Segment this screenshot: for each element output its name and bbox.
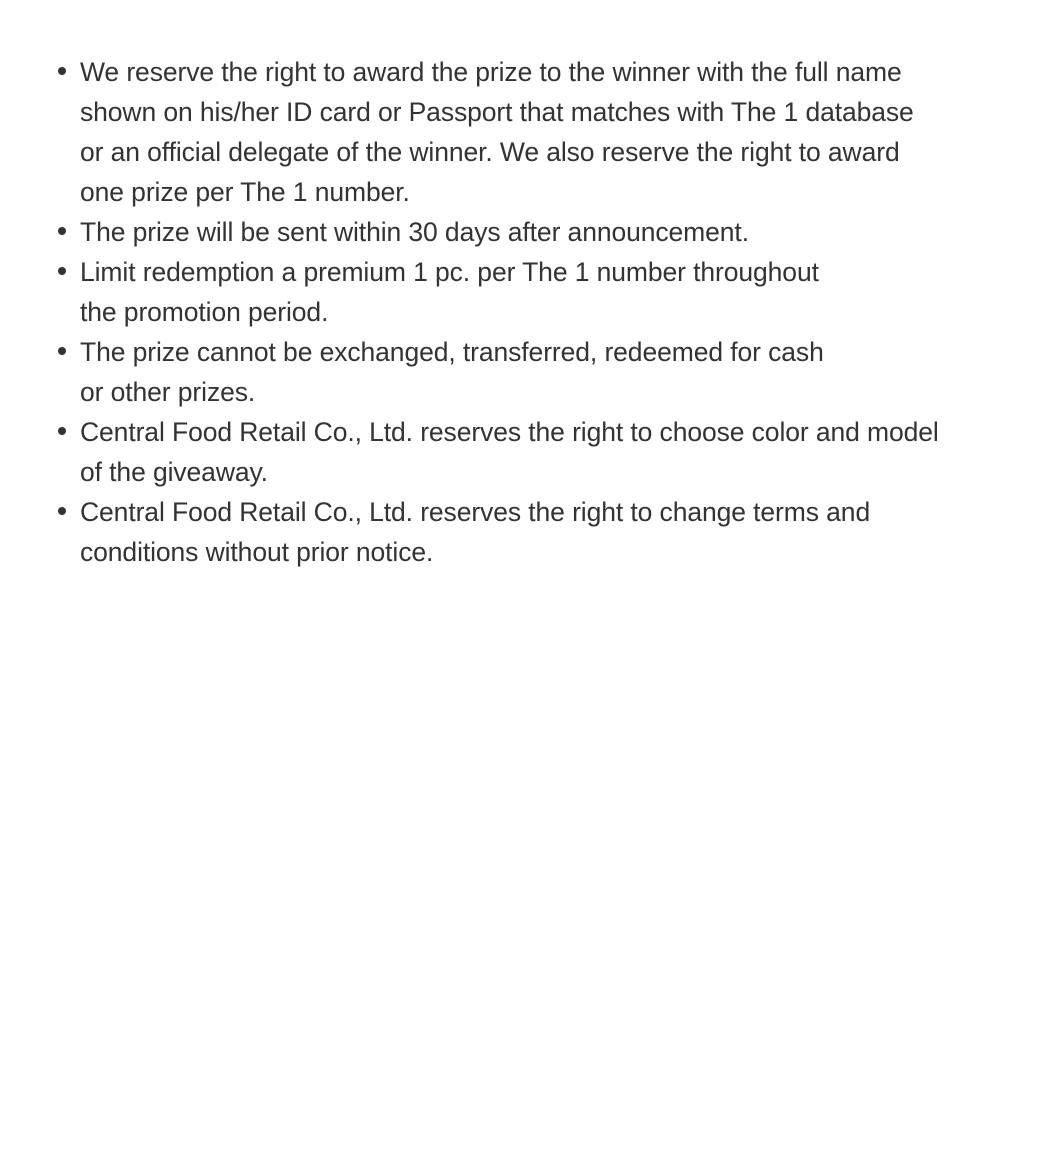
term-line: Central Food Retail Co., Ltd. reserves the right to change terms and	[80, 497, 871, 527]
term-item	[0, 52, 1050, 212]
term-item	[0, 212, 1050, 252]
term-line: The prize will be sent within 30 days after announcement.	[80, 217, 749, 247]
term-item	[0, 332, 1050, 412]
term-item	[0, 492, 1050, 572]
bullet-icon	[58, 347, 66, 355]
term-line: the promotion period.	[80, 297, 329, 327]
term-line: The prize cannot be exchanged, transferred, redeemed for cash	[80, 337, 824, 367]
bullet-icon	[58, 427, 66, 435]
term-line: Limit redemption a premium 1 pc. per The 1 number throughout	[80, 257, 819, 287]
term-line: of the giveaway.	[80, 457, 268, 487]
term-line: one prize per The 1 number.	[80, 177, 410, 207]
term-line: or other prizes.	[80, 377, 256, 407]
term-item	[0, 252, 1050, 332]
term-line: or an official delegate of the winner. We also reserve the right to award	[80, 137, 900, 167]
bullet-icon	[58, 267, 66, 275]
term-line: We reserve the right to award the prize to the winner with the full name	[80, 57, 902, 87]
bullet-icon	[58, 227, 66, 235]
terms-and-conditions	[0, 52, 1050, 572]
term-line: Central Food Retail Co., Ltd. reserves the right to choose color and model	[80, 417, 939, 447]
term-line: shown on his/her ID card or Passport that matches with The 1 database	[80, 97, 914, 127]
bullet-icon	[58, 67, 66, 75]
bullet-icon	[58, 507, 66, 515]
term-item	[0, 412, 1050, 492]
terms-list	[0, 52, 1050, 572]
term-line: conditions without prior notice.	[80, 537, 434, 567]
